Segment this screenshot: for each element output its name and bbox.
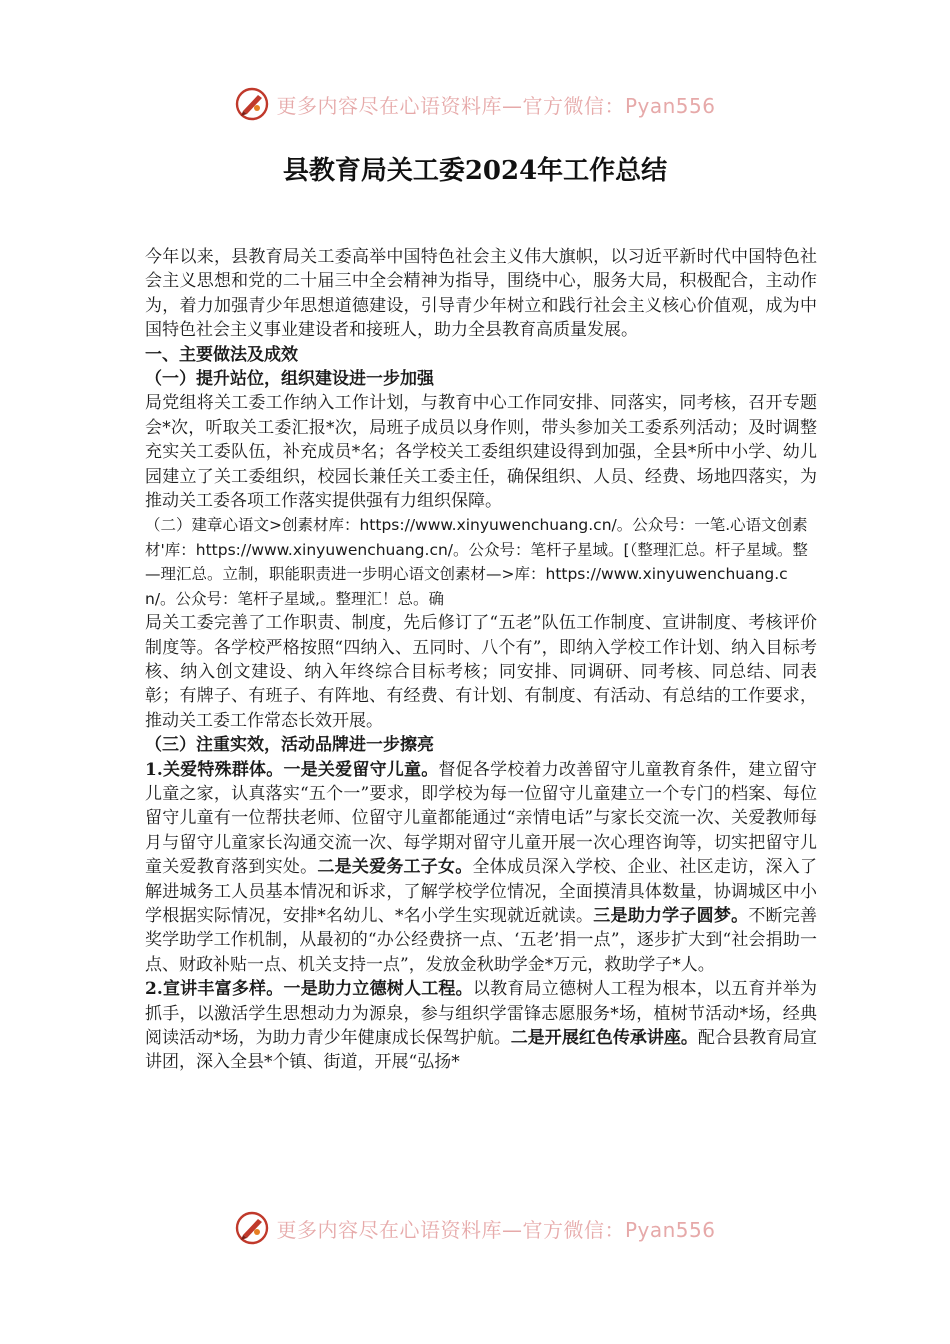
item-lead: 二是关爱务工子女。 <box>317 857 473 878</box>
intro-paragraph: 今年以来，县教育局关工委高举中国特色社会主义伟大旗帜，以习近平新时代中国特色社会主义思想和党的二十届三中全会精神为指导，围绕中心，服务大局，积极配合，主动作为，着力加强青少年思想道德建设，引导青少年树立和践行社会主义核心价值观，成为中国特色社会主义事业建设者和接班人，助力全县教育高质量发展。 <box>145 247 817 341</box>
item-text: 不断完善奖学助学工作机制，从最初的“办公经费挤一点、‘五老’捐一点”，逐步扩大到“社会捐助一点、财政补贴一点、机关支持一点”，发放金秋助学金*万元，救助学子*人。 <box>145 905 818 975</box>
item-lead: 1.关爱特殊群体。一是关爱留守儿童。 <box>145 759 439 780</box>
body-paragraph: 局党组将关工委工作纳入工作计划，与教育中心工作同安排、同落实，同考核，召开专题会*次，听取关工委汇报*次，局班子成员以身作则，带头参加关工委系列活动；及时调整充实关工委队伍，补充成员*名；各学校关工委组织建设得到加强，全县*所中小学、幼儿园建立了关工委组织，校园长兼任关工委主任，确保组织、人员、经费、场地四落实，为推动关工委各项工作落实提供强有力组织保障。 <box>145 393 817 512</box>
item-text: 督促各学校着力改善留守儿童教育条件，建立留守儿童之家，认真落实“五个一”要求，即学校为每一位留守儿童建立一个专门的档案、每位留守儿童有一位帮扶老师、位留守儿童都能通过“亲情电话”与家长交流一次、关爱教师每月与留守儿童家长沟通交流一次、每学期对留守儿童开展一次心理咨询等，切实把留守儿童关爱教育落到实处。 <box>145 759 817 878</box>
footer-watermark-banner <box>0 1206 950 1250</box>
subsection-heading-garbled: （二）建章心语文>创素材库：https://www.xinyuwenchuang.cn/。公众号：一笔.心语文创素材'库：https://www.xinyuwenchuang.cn/。公众号：笔杆子星域。[（整理汇总。杆子星域。整—理汇总。立制，职能职责进一步明心语文创素材—>库：https://www.xinyuwenchuang.cn/。公众号：笔杆子星域,。整理汇！总。确 <box>145 516 808 608</box>
subsection-heading: （三）注重实效，活动品牌进一步擦亮 <box>145 735 434 756</box>
document-body <box>145 245 817 1075</box>
item-text: 全体成员深入学校、企业、社区走访，深入了解进城务工人员基本情况和诉求，了解学校学位情况，全面摸清具体数量，协调城区中小学根据实际情况，安排*名幼儿、*名小学生实现就近就读。 <box>145 857 818 926</box>
header-watermark-banner <box>0 82 950 126</box>
item-lead: 2.宣讲丰富多样。一是助力立德树人工程。 <box>145 979 473 1000</box>
page-title: 县教育局关工委2024年工作总结 <box>282 156 668 186</box>
item-paragraph <box>145 977 817 1075</box>
item-lead: 三是助力学子圆梦。 <box>593 905 749 926</box>
item-text: 配合县教育局宣讲团，深入全县*个镇、街道，开展“弘扬* <box>145 1028 817 1073</box>
banner-text: 更多内容尽在心语资料库—官方微信：Pyan556 <box>276 1217 716 1242</box>
body-paragraph: 局关工委完善了工作职责、制度，先后修订了“五老”队伍工作制度、宣讲制度、考核评价制度等。各学校严格按照“四纳入、五同时、八个有”，即纳入学校工作计划、纳入目标考核、纳入创文建设、纳入年终综合目标考核；同安排、同调研、同考核、同总结、同表彰；有牌子、有班子、有阵地、有经费、有计划、有制度、有活动、有总结的工作要求，推动关工委工作常态长效开展。 <box>145 613 817 731</box>
item-lead: 二是开展红色传承讲座。 <box>510 1028 698 1048</box>
item-paragraph <box>145 758 817 978</box>
pen-logo-icon <box>234 1210 270 1246</box>
section-heading: 一、主要做法及成效 <box>145 344 298 365</box>
banner-text: 更多内容尽在心语资料库—官方微信：Pyan556 <box>276 93 716 118</box>
pen-logo-icon <box>234 86 270 122</box>
item-text: 以教育局立德树人工程为根本，以五育并举为抓手，以激活学生思想动力为源泉，参与组织学雷锋志愿服务*场，植树节活动*场，经典阅读活动*场，为助力青少年健康成长保驾护航。 <box>145 979 817 1048</box>
subsection-heading: （一）提升站位，组织建设进一步加强 <box>145 369 434 390</box>
